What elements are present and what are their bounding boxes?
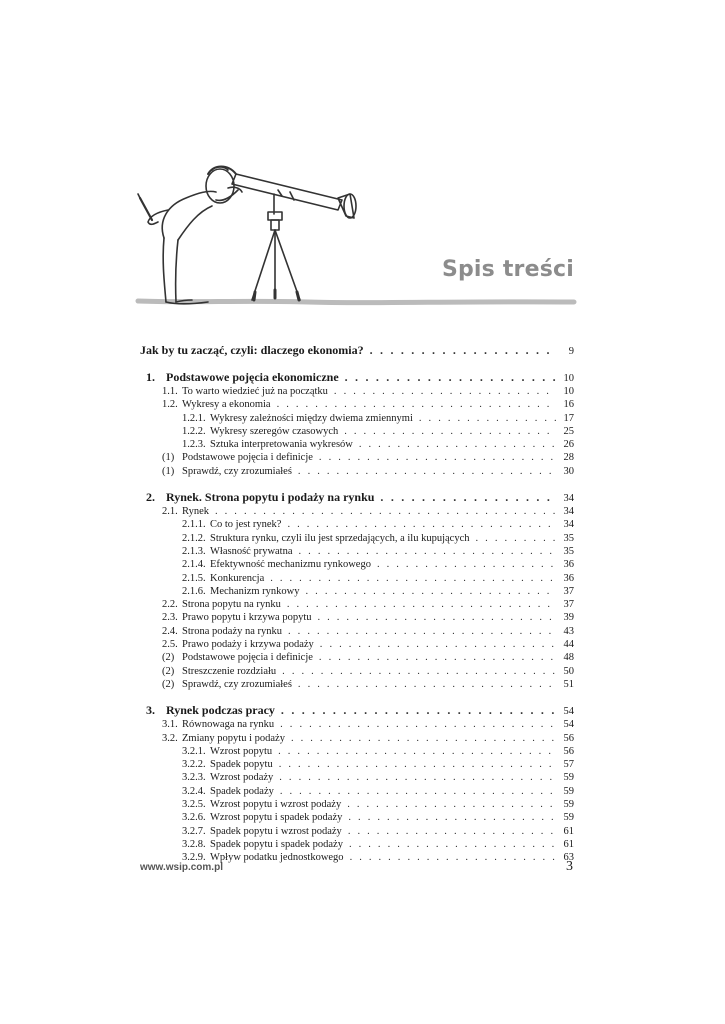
toc-entry[interactable] [140,758,574,771]
toc-entry-number: 3.2.4. [182,785,206,797]
toc-entry-page: 37 [563,599,574,611]
toc-entry-label: Prawo popytu i krzywa popytu [182,612,312,624]
toc-entry-page: 34 [563,493,574,505]
toc-entry-page: 34 [563,519,574,531]
toc-entry-number: 2.2. [162,599,178,611]
toc-dot-leader [279,771,556,784]
toc-entry-label: Prawo podaży i krzywa podaży [182,639,314,651]
toc-dot-leader [317,611,556,624]
toc-dot-leader [370,343,556,358]
toc-entry[interactable] [140,425,574,438]
toc-entry-label: Wzrost podaży [210,772,274,784]
toc-entry[interactable] [140,651,574,664]
toc-entry-number: 2.1.1. [182,519,206,531]
section-gap [140,358,574,370]
toc-entry[interactable] [140,438,574,451]
toc-dot-leader [281,703,556,718]
toc-dot-leader [348,811,556,824]
toc-entry-label: Podstawowe pojęcia i definicje [182,452,313,464]
toc-entry-label: Wzrost popytu i wzrost podaży [210,799,342,811]
toc-entry-number: 1.2.3. [182,439,206,451]
toc-entry[interactable] [140,785,574,798]
toc-entry-number: 1.2. [162,399,178,411]
toc-entry-number: 1.2.2. [182,425,206,437]
section-gap [140,691,574,703]
toc-entry-number: (2) [162,652,175,664]
toc-entry-page: 28 [563,452,574,464]
toc-entry-number: (1) [162,452,175,464]
toc-entry-label: Wykresy szeregów czasowych [210,425,339,437]
toc-dot-leader [299,545,556,558]
toc-entry-page: 35 [563,545,574,557]
toc-entry-page: 51 [563,678,574,690]
toc-entry-number: 3.2.2. [182,759,206,771]
toc-entry-number: 2.1.6. [182,585,206,597]
toc-entry[interactable] [140,451,574,464]
toc-entry-label: Konkurencja [210,572,265,584]
toc-entry-page: 25 [563,425,574,437]
toc-dot-leader [359,438,556,451]
toc-dot-leader [298,465,556,478]
toc-entry[interactable] [140,585,574,598]
toc-chapter-entry[interactable] [140,370,574,385]
toc-entry-number: 3.2. [162,732,178,744]
toc-entry-number: 3.2.6. [182,812,206,824]
toc-entry[interactable] [140,505,574,518]
toc-entry-number: (1) [162,465,175,477]
toc-entry-label: Mechanizm rynkowy [210,585,300,597]
toc-chapter-entry[interactable] [140,343,574,358]
toc-entry-label: Wpływ podatku jednostkowego [210,852,344,864]
toc-entry-page: 57 [563,759,574,771]
toc-dot-leader [350,851,556,864]
page-number: 3 [566,859,573,874]
toc-entry-label: Zmiany popytu i podaży [182,732,285,744]
footer-url: www.wsip.com.pl [140,862,223,873]
toc-dot-leader [277,398,556,411]
toc-entry[interactable] [140,398,574,411]
section-gap [140,478,574,490]
toc-dot-leader [291,732,556,745]
toc-entry-page: 9 [568,346,574,357]
toc-entry[interactable] [140,385,574,398]
toc-entry-page: 63 [563,852,574,864]
toc-entry-label: Podstawowe pojęcia ekonomiczne [166,370,339,384]
toc-entry-label: Spadek popytu [210,759,273,771]
toc-entry-number: 2.1.2. [182,532,206,544]
toc-dot-leader [278,745,556,758]
toc-entry-label: Rynek. Strona popytu i podaży na rynku [166,490,375,505]
table-of-contents [140,343,574,865]
toc-entry-number: 2.1. [162,506,178,518]
page-title: Spis treści [441,257,574,282]
toc-entry-page: 61 [563,838,574,850]
toc-entry-number: 3.2.1. [182,745,206,757]
toc-entry-page: 36 [563,559,574,571]
toc-dot-leader [377,558,556,571]
toc-entry-page: 54 [563,706,574,718]
toc-entry[interactable] [140,718,574,731]
toc-entry-number: 2.1.5. [182,572,206,584]
toc-dot-leader [280,785,556,798]
toc-entry-label: Podstawowe pojęcia i definicje [182,652,313,664]
toc-entry[interactable] [140,678,574,691]
toc-entry[interactable] [140,798,574,811]
toc-entry-page: 61 [563,825,574,837]
toc-entry[interactable] [140,638,574,651]
toc-entry-page: 34 [563,506,574,518]
toc-entry-page: 37 [563,585,574,597]
toc-entry-page: 10 [563,373,574,384]
toc-entry-label: To warto wiedzieć już na początku [182,386,328,397]
toc-dot-leader [349,838,556,851]
toc-entry-number: 3.2.8. [182,838,206,850]
toc-dot-leader [270,572,556,585]
toc-dot-leader [287,598,556,611]
toc-entry-page: 59 [563,799,574,811]
toc-entry-page: 10 [563,386,574,397]
toc-entry-label: Streszczenie rozdziału [182,665,277,677]
toc-dot-leader [279,758,556,771]
toc-entry-label: Równowaga na rynku [182,719,275,731]
toc-entry-number: 2.3. [162,612,178,624]
toc-entry[interactable] [140,465,574,478]
toc-dot-leader [298,678,556,691]
toc-entry-number: 3.2.9. [182,852,206,864]
toc-dot-leader [280,718,556,731]
toc-entry-page: 26 [563,439,574,451]
toc-entry-page: 50 [563,665,574,677]
toc-entry[interactable] [140,771,574,784]
toc-entry-number: (2) [162,678,175,690]
toc-entry[interactable] [140,838,574,851]
toc-entry-label: Co to jest rynek? [210,519,282,531]
toc-entry-label: Sprawdź, czy zrozumiałeś [182,678,292,690]
toc-entry-number: 2.5. [162,639,178,651]
toc-entry-number: 1.2.1. [182,412,206,424]
toc-entry[interactable] [140,518,574,531]
toc-entry-page: 36 [563,572,574,584]
toc-entry[interactable] [140,611,574,624]
toc-entry-label: Spadek podaży [210,785,274,797]
toc-entry[interactable] [140,732,574,745]
toc-dot-leader [288,625,556,638]
toc-entry-page: 54 [563,719,574,731]
toc-entry-number: 2.1.3. [182,545,206,557]
toc-entry-page: 48 [563,652,574,664]
toc-entry-page: 59 [563,785,574,797]
toc-entry-page: 35 [563,532,574,544]
toc-entry[interactable] [140,545,574,558]
toc-chapter-entry[interactable] [140,490,574,505]
man-with-telescope-illustration [128,150,588,310]
toc-entry-number: 2.4. [162,625,178,637]
toc-entry[interactable] [140,598,574,611]
toc-entry-page: 44 [563,639,574,651]
toc-dot-leader [319,651,556,664]
toc-entry-label: Strona podaży na rynku [182,625,283,637]
toc-entry-label: Wykresy a ekonomia [182,399,271,411]
toc-dot-leader [348,825,556,838]
toc-entry-label: Efektywność mechanizmu rynkowego [210,559,371,571]
toc-entry-number: 1.1. [162,386,178,397]
toc-dot-leader [345,370,556,385]
toc-entry-page: 59 [563,772,574,784]
toc-entry-page: 56 [563,732,574,744]
toc-entry-page: 39 [563,612,574,624]
toc-entry-label: Wykresy zależności między dwiema zmiennymi [210,412,413,424]
toc-entry-number: 3.2.5. [182,799,206,811]
toc-dot-leader [380,490,556,505]
toc-entry-label: Spadek popytu i spadek podaży [210,838,343,850]
toc-entry[interactable] [140,532,574,545]
toc-dot-leader [347,798,556,811]
toc-entry-page: 30 [563,465,574,477]
toc-entry-label: Wzrost popytu [210,745,273,757]
toc-dot-leader [287,518,556,531]
toc-dot-leader [419,412,556,425]
toc-dot-leader [306,585,556,598]
toc-entry[interactable] [140,558,574,571]
toc-entry-label: Jak by tu zacząć, czyli: dlaczego ekonomia? [140,343,364,357]
toc-entry-number: (2) [162,665,175,677]
toc-entry-label: Wzrost popytu i spadek podaży [210,812,343,824]
toc-dot-leader [344,425,556,438]
toc-dot-leader [320,638,556,651]
toc-entry-number: 2.1.4. [182,559,206,571]
toc-dot-leader [476,532,556,545]
toc-entry-number: 3.2.7. [182,825,206,837]
toc-entry-label: Sprawdź, czy zrozumiałeś [182,465,292,477]
toc-entry[interactable] [140,412,574,425]
toc-entry-page: 59 [563,812,574,824]
toc-entry-page: 16 [563,399,574,411]
toc-entry-label: Rynek podczas pracy [166,703,275,718]
toc-dot-leader [319,451,556,464]
toc-dot-leader [334,385,556,398]
toc-entry[interactable] [140,625,574,638]
toc-entry[interactable] [140,745,574,758]
toc-chapter-entry[interactable] [140,703,574,718]
toc-entry-number: 3.1. [162,719,178,731]
toc-entry-number: 3. [146,703,155,718]
toc-entry[interactable] [140,665,574,678]
toc-entry-page: 17 [563,412,574,424]
toc-entry-label: Strona popytu na rynku [182,599,281,611]
toc-entry-label: Własność prywatna [210,545,293,557]
toc-entry-number: 2. [146,490,155,505]
toc-dot-leader [282,665,556,678]
toc-entry[interactable] [140,572,574,585]
toc-entry-label: Sztuka interpretowania wykresów [210,439,353,451]
toc-entry-page: 43 [563,625,574,637]
toc-entry-label: Spadek popytu i wzrost podaży [210,825,342,837]
toc-dot-leader [215,505,556,518]
toc-entry[interactable] [140,825,574,838]
toc-entry[interactable] [140,811,574,824]
toc-entry-label: Rynek [182,506,209,518]
toc-entry-number: 1. [146,370,155,384]
toc-entry-number: 3.2.3. [182,772,206,784]
toc-entry-label: Struktura rynku, czyli ilu jest sprzedających, a ilu kupujących [210,532,470,544]
toc-entry-page: 56 [563,745,574,757]
